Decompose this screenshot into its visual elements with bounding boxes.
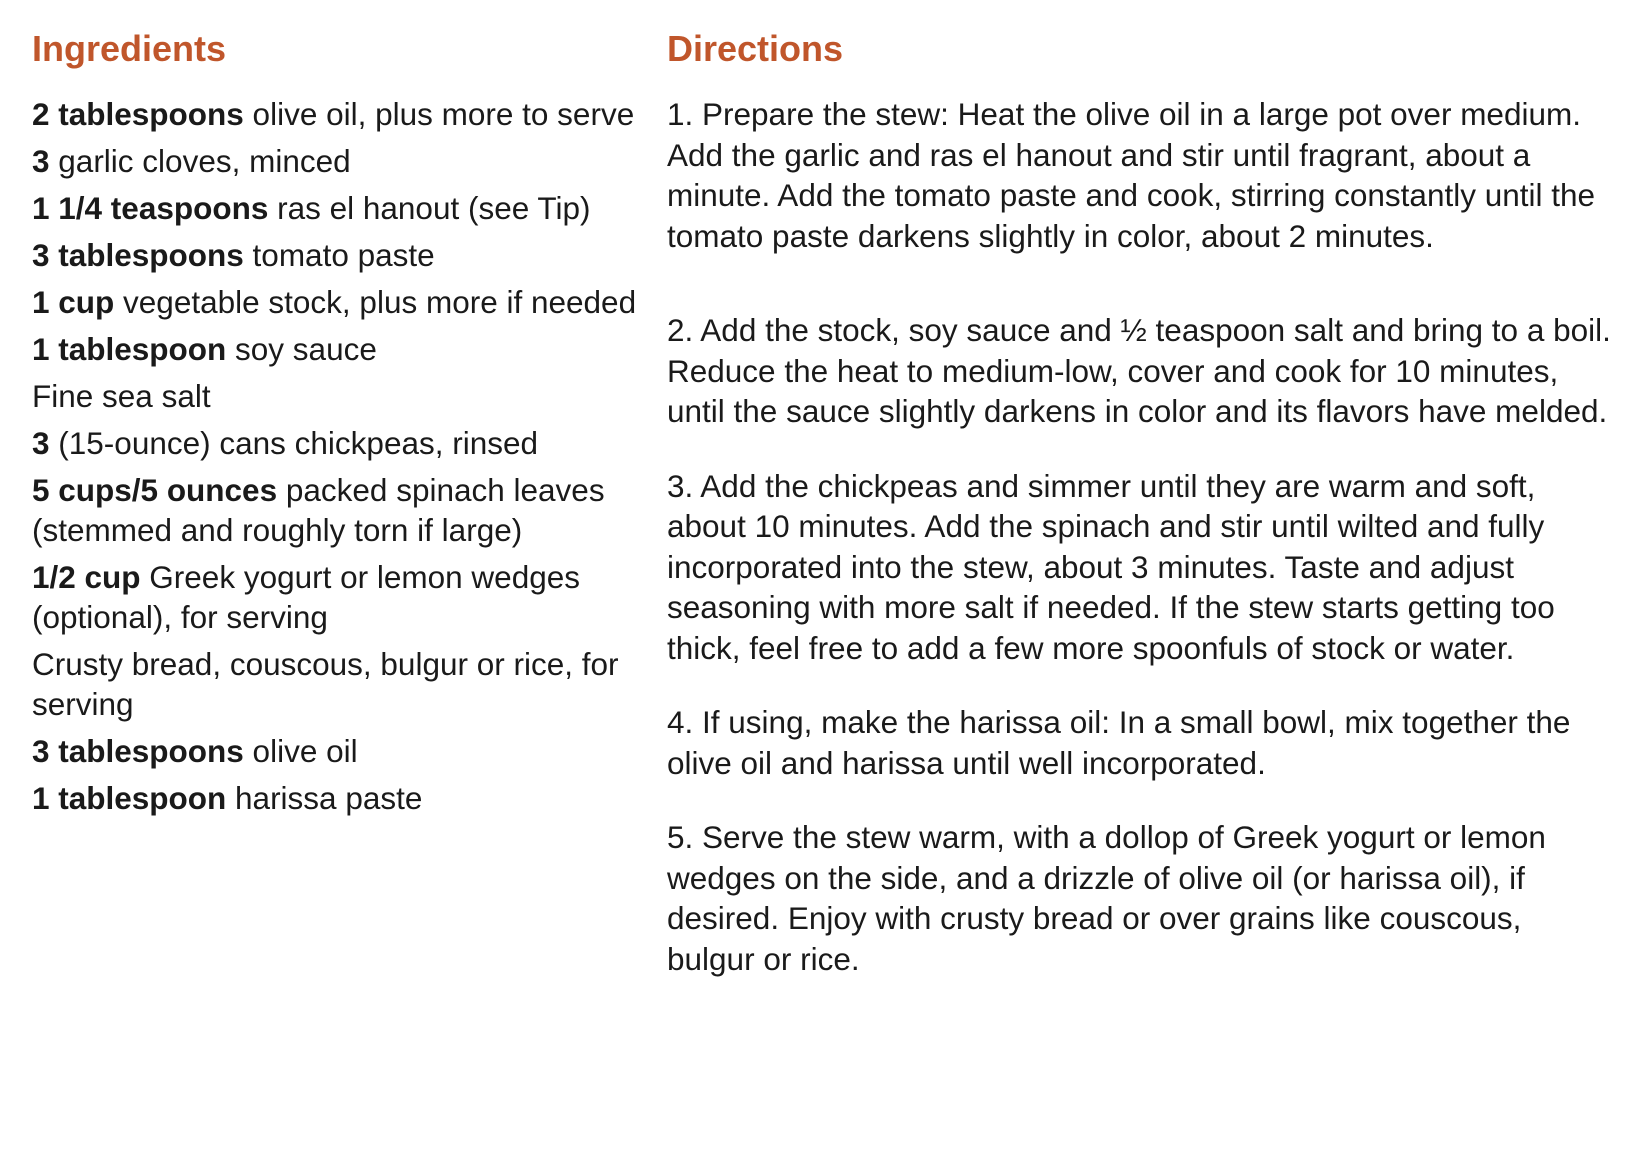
directions-section <box>667 26 1617 979</box>
ingredient-description: Crusty bread, couscous, bulgur or rice, for serving <box>32 646 619 722</box>
ingredient-description: harissa paste <box>226 780 423 816</box>
ingredient-description: tomato paste <box>243 237 435 273</box>
ingredient-description: ras el hanout (see Tip) <box>268 190 591 226</box>
ingredient-item <box>32 329 637 369</box>
ingredient-item <box>32 644 637 724</box>
ingredients-section <box>32 26 637 825</box>
directions-heading: Directions <box>667 28 844 69</box>
ingredient-item <box>32 141 637 181</box>
ingredient-quantity: 3 <box>32 143 50 179</box>
ingredient-description: olive oil, plus more to serve <box>243 96 635 132</box>
ingredient-quantity: 1 1/4 teaspoons <box>32 190 269 226</box>
ingredient-description: Greek yogurt or lemon wedges (optional), for serving <box>32 559 581 635</box>
ingredient-item <box>32 376 637 416</box>
ingredients-heading: Ingredients <box>32 28 227 69</box>
ingredient-quantity: 1 tablespoon <box>32 780 227 816</box>
ingredient-description: packed spinach leaves (stemmed and roughly torn if large) <box>32 472 605 548</box>
ingredient-quantity: 3 tablespoons <box>32 237 244 273</box>
ingredient-quantity: 5 cups/5 ounces <box>32 472 278 508</box>
ingredient-description: (15-ounce) cans chickpeas, rinsed <box>49 425 539 461</box>
ingredient-item <box>32 731 637 771</box>
direction-step-5: 5. Serve the stew warm, with a dollop of Greek yogurt or lemon wedges on the side, and a drizzle of olive oil (or harissa oil), if desired. Enjoy with crusty bread or over grains like couscous, bulgur or rice. <box>667 819 1546 977</box>
ingredient-item <box>32 470 637 550</box>
ingredient-quantity: 1 tablespoon <box>32 331 227 367</box>
ingredient-item <box>32 282 637 322</box>
direction-step-4: 4. If using, make the harissa oil: In a small bowl, mix together the olive oil and harissa until well incorporated. <box>667 704 1571 781</box>
ingredient-item <box>32 188 637 228</box>
ingredient-item <box>32 423 637 463</box>
direction-step-3: 3. Add the chickpeas and simmer until they are warm and soft, about 10 minutes. Add the spinach and stir until wilted and fully incorporated into the stew, about 3 minutes. Taste and adjust seasoning with more salt if needed. If the stew starts getting too thick, feel free to add a few more spoonfuls of stock or water. <box>667 467 1555 666</box>
ingredient-item <box>32 557 637 637</box>
direction-step-2: 2. Add the stock, soy sauce and ½ teaspoon salt and bring to a boil. Reduce the heat to medium-low, cover and cook for 10 minutes, until the sauce slightly darkens in color and its flavors have melded. <box>667 312 1611 429</box>
ingredient-description: soy sauce <box>226 331 377 367</box>
ingredient-quantity: 3 tablespoons <box>32 733 244 769</box>
ingredient-description: olive oil <box>243 733 358 769</box>
ingredient-description: garlic cloves, minced <box>49 143 351 179</box>
ingredient-quantity: 1 cup <box>32 284 115 320</box>
ingredient-item <box>32 235 637 275</box>
direction-step-1: 1. Prepare the stew: Heat the olive oil in a large pot over medium. Add the garlic and ras el hanout and stir until fragrant, about a minute. Add the tomato paste and cook, stirring constantly until the tomato paste darkens slightly in color, about 2 minutes. <box>667 96 1596 254</box>
ingredient-description: vegetable stock, plus more if needed <box>114 284 637 320</box>
ingredient-item <box>32 778 637 818</box>
ingredient-quantity: 2 tablespoons <box>32 96 244 132</box>
ingredient-quantity: 1/2 cup <box>32 559 141 595</box>
ingredient-item <box>32 94 637 134</box>
ingredient-quantity: 3 <box>32 425 50 461</box>
ingredients-list <box>32 94 637 818</box>
ingredient-description: Fine sea salt <box>32 378 211 414</box>
